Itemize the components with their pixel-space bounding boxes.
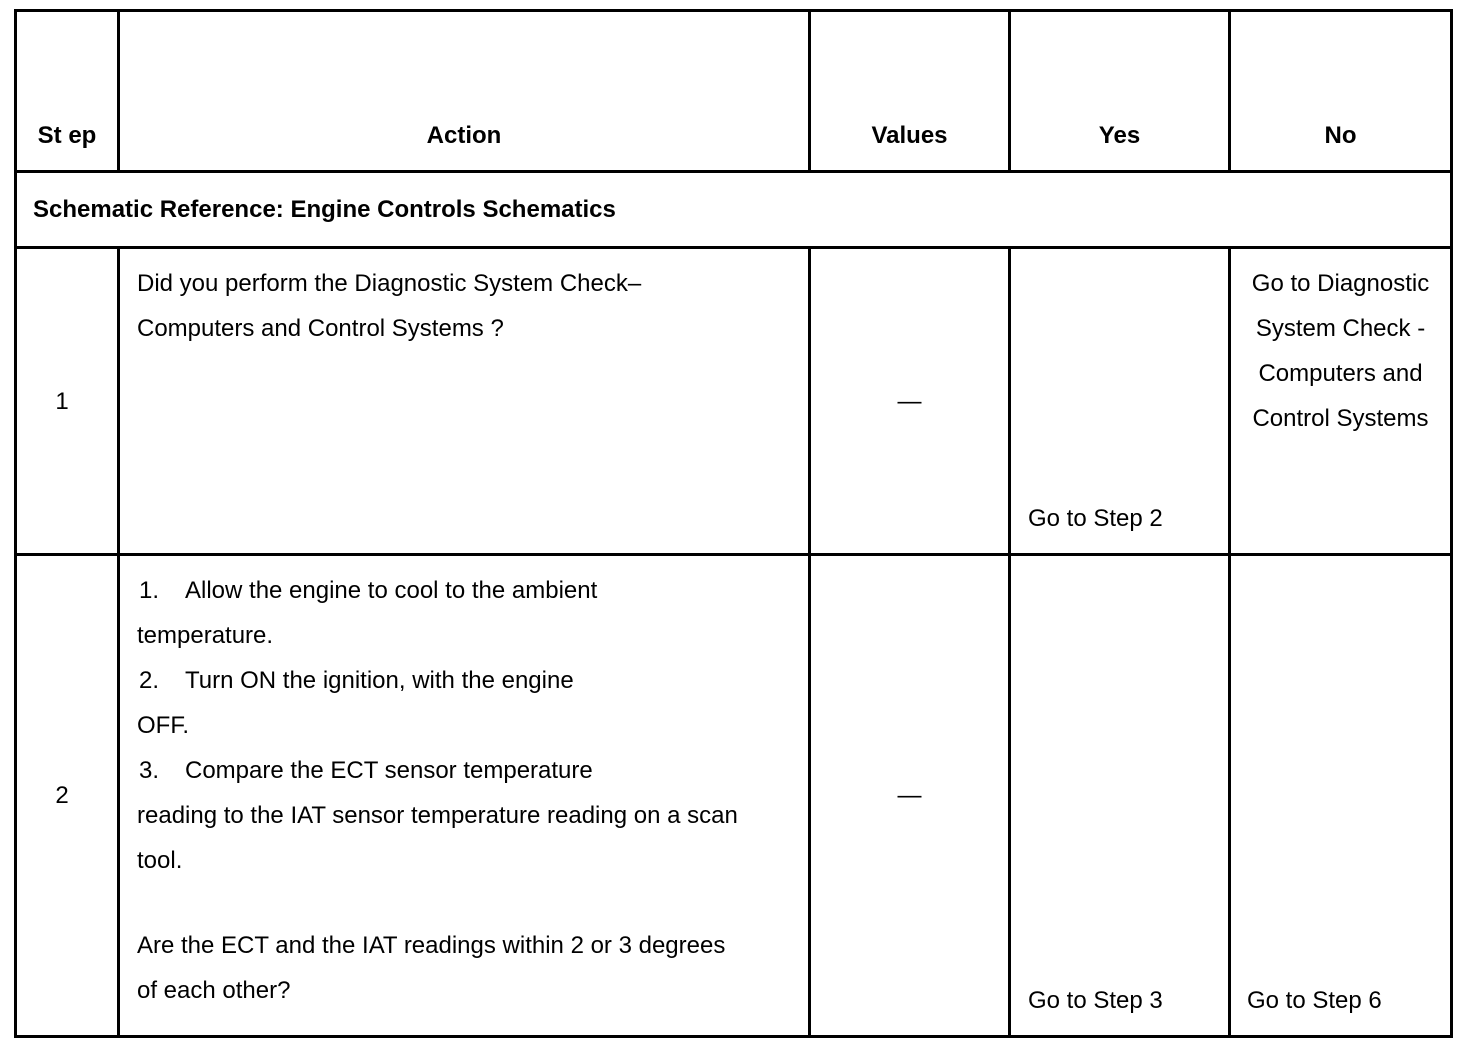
list-continuation: temperature. [137, 622, 274, 649]
diagnostic-table [14, 9, 1453, 1038]
list-text: Allow the engine to cool to the ambient [185, 577, 598, 604]
table-row [16, 555, 1452, 1037]
yes-cell: Go to Step 3 [1010, 555, 1230, 1037]
list-item [137, 658, 788, 703]
list-item [137, 748, 788, 793]
header-values: Values [810, 11, 1010, 172]
action-text [119, 248, 810, 555]
list-number: 2. [139, 667, 160, 694]
yes-cell: Go to Step 2 [1010, 248, 1230, 555]
step-number: 1 [16, 248, 119, 555]
list-text: Compare the ECT sensor temperature [185, 757, 593, 784]
no-cell: Go to Step 6 [1230, 555, 1452, 1037]
values-cell: — [810, 248, 1010, 555]
header-action: Action [119, 11, 810, 172]
header-no: No [1230, 11, 1452, 172]
header-yes: Yes [1010, 11, 1230, 172]
no-text: Go to Diagnostic System Check - Computers and Control Systems [1251, 270, 1430, 432]
schematic-reference: Schematic Reference: Engine Controls Schematics [16, 172, 1452, 248]
list-item [137, 568, 788, 613]
question-text: Are the ECT and the IAT readings within 2 or 3 degrees of each other? [137, 932, 726, 1004]
list-continuation: reading to the IAT sensor temperature reading on a scan tool. [137, 802, 738, 874]
list-text: Turn ON the ignition, with the engine [185, 667, 574, 694]
table-row [16, 248, 1452, 555]
list-continuation: OFF. [137, 712, 189, 739]
header-row [16, 11, 1452, 172]
action-paragraph: Did you perform the Diagnostic System Check– Computers and Control Systems ? [137, 270, 642, 342]
header-step: St ep [16, 11, 119, 172]
action-text [119, 555, 810, 1037]
step-number: 2 [16, 555, 119, 1037]
list-number: 1. [139, 577, 160, 604]
schematic-reference-row [16, 172, 1452, 248]
values-cell: — [810, 555, 1010, 1037]
list-number: 3. [139, 757, 160, 784]
no-cell [1230, 248, 1452, 555]
